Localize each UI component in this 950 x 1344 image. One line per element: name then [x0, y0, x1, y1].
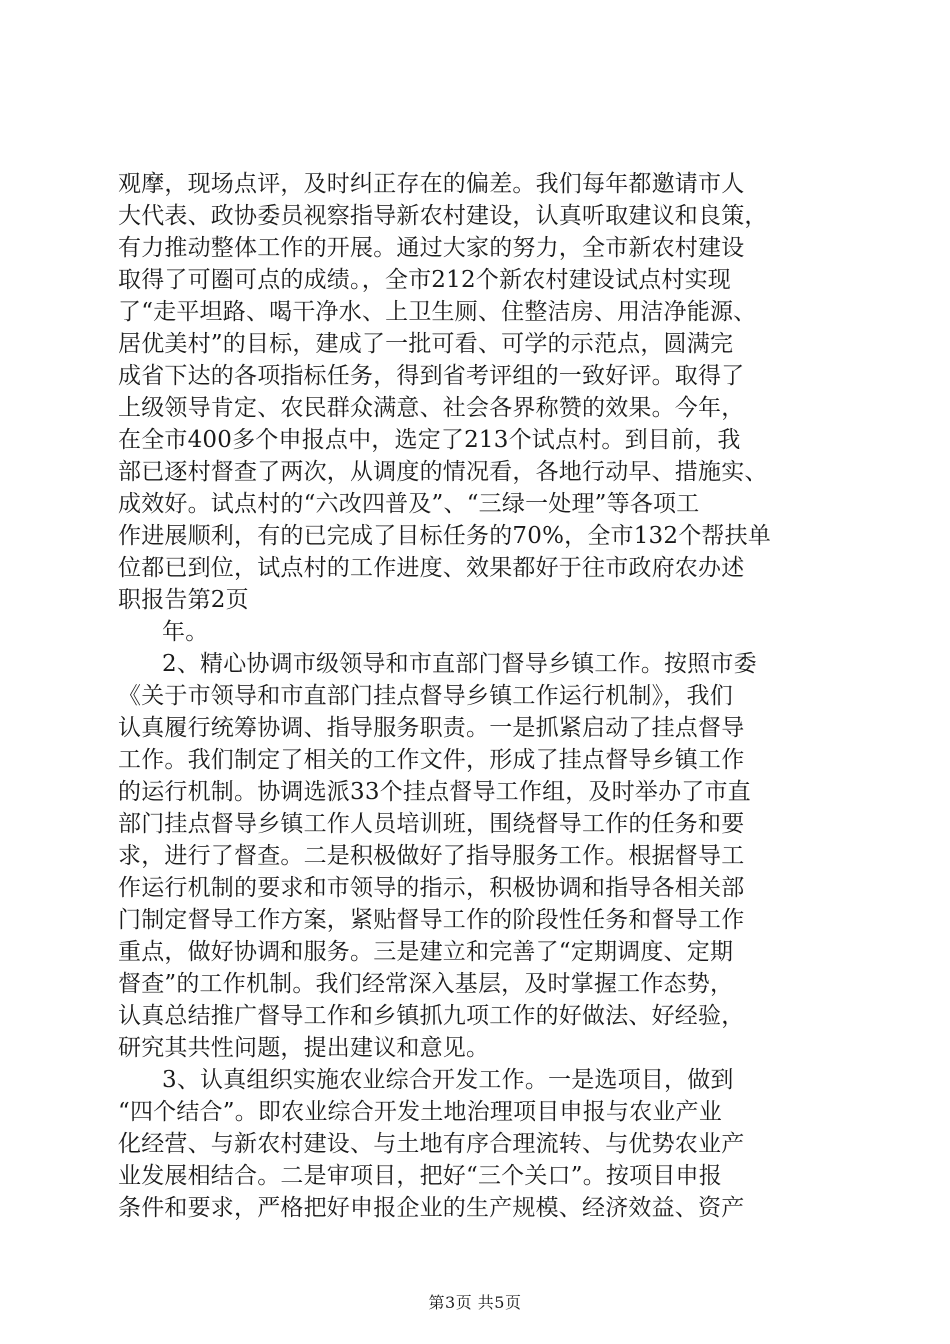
text-line: 部已逐村督查了两次，从调度的情况看，各地行动早、措施实、 [118, 459, 768, 485]
text-line: 求，进行了督查。二是积极做好了指导服务工作。根据督导工 [118, 843, 745, 869]
text-line: 门制定督导工作方案，紧贴督导工作的阶段性任务和督导工作 [118, 907, 745, 933]
text-line: 督查”的工作机制。我们经常深入基层，及时掌握工作态势， [118, 971, 734, 997]
text-line: 位都已到位，试点村的工作进度、效果都好于往市政府农办述 [118, 555, 745, 581]
text-line: 认真履行统筹协调、指导服务职责。一是抓紧启动了挂点督导 [118, 715, 745, 741]
text-line: 居优美村”的目标，建成了一批可看、可学的示范点，圆满完 [118, 331, 734, 357]
text-line: 成省下达的各项指标任务，得到省考评组的一致好评。取得了 [118, 363, 745, 389]
paragraph-start-line: 2、精心协调市级领导和市直部门督导乡镇工作。按照市委 [162, 651, 757, 677]
text-line: 业发展相结合。二是审项目，把好“三个关口”。按项目申报 [118, 1163, 722, 1189]
text-line: 取得了可圈可点的成绩。，全市212个新农村建设试点村实现 [118, 267, 731, 293]
text-line: 条件和要求，严格把好申报企业的生产规模、经济效益、资产 [118, 1195, 745, 1221]
page-footer: 第3页 共5页 [428, 1293, 522, 1312]
text-line: 在全市400多个申报点中，选定了213个试点村。到目前，我 [118, 427, 741, 453]
text-line: 有力推动整体工作的开展。通过大家的努力，全市新农村建设 [118, 235, 745, 261]
text-line: 部门挂点督导乡镇工作人员培训班，围绕督导工作的任务和要 [118, 811, 745, 837]
text-line: 职报告第2页 [118, 587, 249, 613]
text-line: 成效好。试点村的“六改四普及”、“三绿一处理”等各项工 [118, 491, 700, 517]
text-line: 作运行机制的要求和市领导的指示，积极协调和指导各相关部 [118, 875, 745, 901]
document-body [118, 168, 834, 1224]
text-line: “四个结合”。即农业综合开发土地治理项目申报与农业产业 [118, 1099, 722, 1125]
text-line: 研究其共性问题，提出建议和意见。 [118, 1035, 490, 1061]
text-line: 观摩，现场点评，及时纠正存在的偏差。我们每年都邀请市人 [118, 171, 745, 197]
text-line: 大代表、政协委员视察指导新农村建设，认真听取建议和良策， [118, 203, 768, 229]
text-line: 作进展顺利，有的已完成了目标任务的70%，全市132个帮扶单 [118, 523, 772, 549]
text-line: 年。 [162, 619, 209, 645]
paragraph-start-line: 3、认真组织实施农业综合开发工作。一是选项目，做到 [162, 1067, 734, 1093]
text-line: 的运行机制。协调选派33个挂点督导工作组，及时举办了市直 [118, 779, 751, 805]
text-line: 认真总结推广督导工作和乡镇抓九项工作的好做法、好经验， [118, 1003, 745, 1029]
text-line: 重点，做好协调和服务。三是建立和完善了“定期调度、定期 [118, 939, 734, 965]
text-line: 化经营、与新农村建设、与土地有序合理流转、与优势农业产 [118, 1131, 745, 1157]
text-line: 《关于市领导和市直部门挂点督导乡镇工作运行机制》，我们 [118, 683, 733, 709]
text-line: 上级领导肯定、农民群众满意、社会各界称赞的效果。今年， [118, 395, 745, 421]
text-line: 工作。我们制定了相关的工作文件，形成了挂点督导乡镇工作 [118, 747, 745, 773]
text-line: 了“走平坦路、喝干净水、上卫生厕、住整洁房、用洁净能源、 [118, 299, 757, 325]
